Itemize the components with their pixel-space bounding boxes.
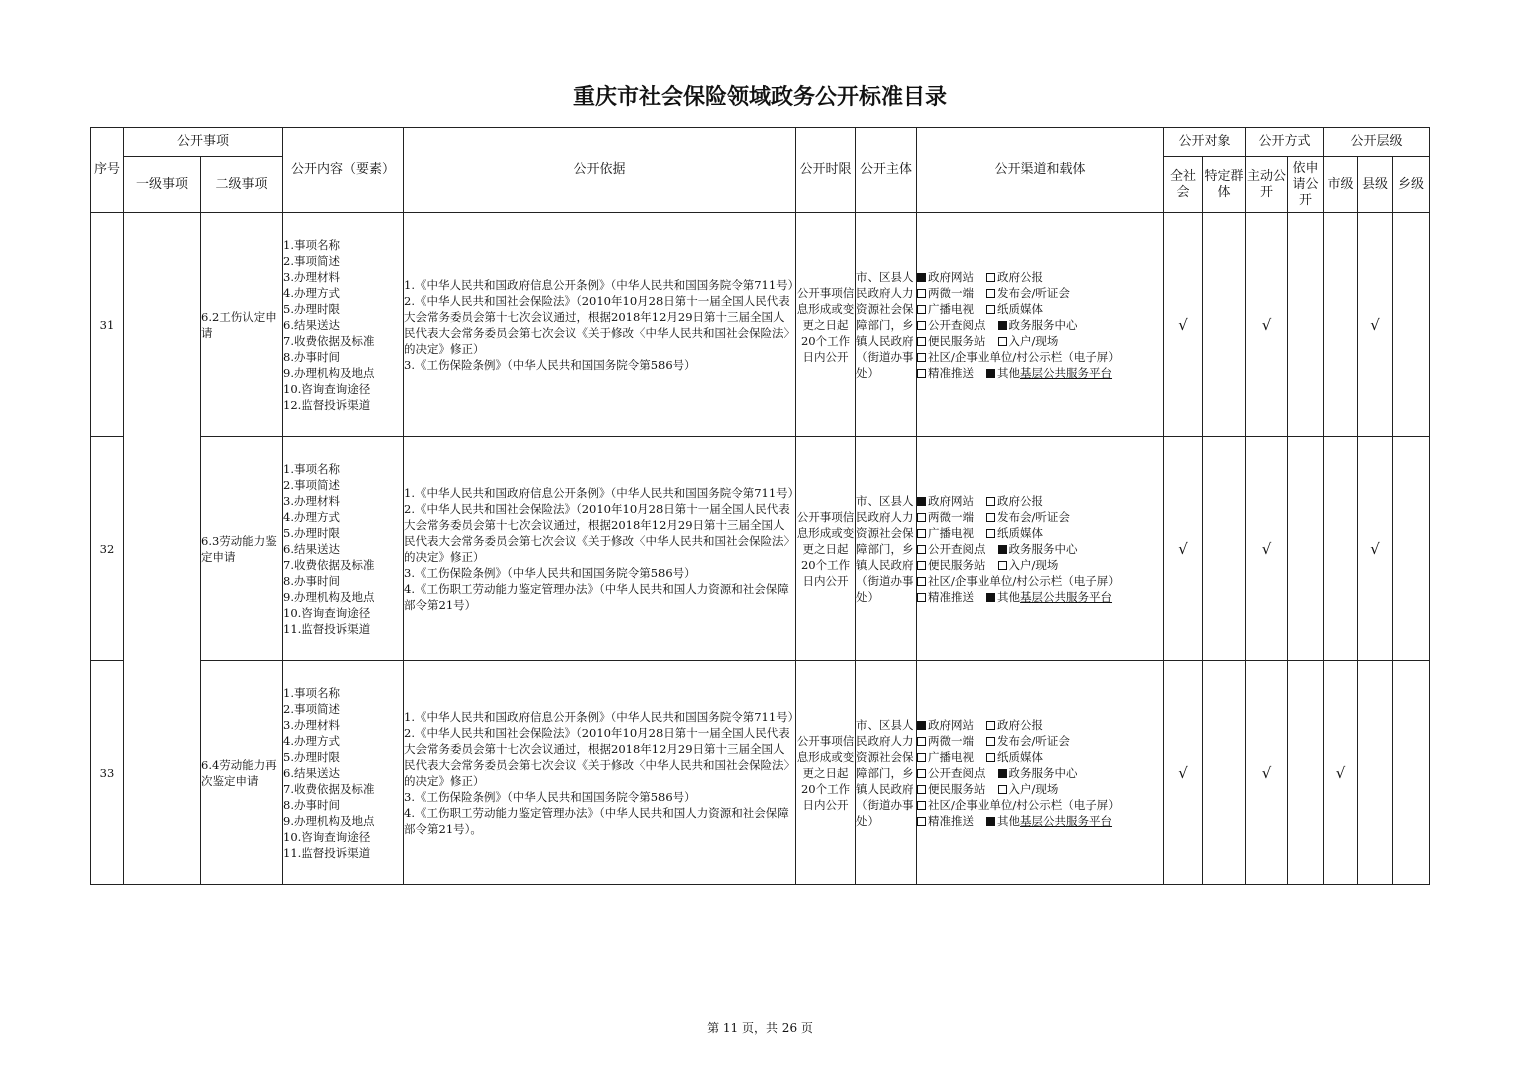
channel-option: 社区/企事业单位/村公示栏（电子屏） [928, 573, 1120, 588]
channel-option: 社区/企事业单位/村公示栏（电子屏） [928, 349, 1120, 364]
basis-item: 4.《工伤职工劳动能力鉴定管理办法》（中华人民共和国人力资源和社会保障部令第21号） [404, 581, 789, 612]
unchecked-box-icon [917, 577, 926, 586]
page-title: 重庆市社会保险领域政务公开标准目录 [572, 85, 947, 110]
channel-line [917, 765, 1163, 781]
channel-option: 发布会/听证会 [997, 733, 1070, 748]
header-level-city: 市级 [1324, 157, 1358, 213]
content-item: 11.监督投诉渠道 [283, 845, 371, 860]
channel-line [917, 557, 1163, 573]
row-time: 公开事项信息形成或变更之日起20个工作日内公开 [796, 213, 856, 437]
unchecked-box-icon [917, 529, 926, 538]
content-item: 3.办理材料 [283, 269, 340, 284]
content-item: 7.收费依据及标准 [283, 557, 375, 572]
row-subject: 市、区县人民政府人力资源社会保障部门，乡镇人民政府（街道办事处） [856, 213, 917, 437]
content-item: 12.监督投诉渠道 [283, 397, 371, 412]
channel-extra: 基层公共服务平台 [1020, 813, 1113, 828]
header-basis: 公开依据 [404, 128, 796, 213]
content-item: 8.办事时间 [283, 797, 340, 812]
row-content [283, 437, 404, 661]
check-town [1393, 437, 1430, 661]
header-level1: 一级事项 [124, 157, 201, 213]
channel-option: 入户/现场 [1008, 557, 1059, 572]
content-item: 1.事项名称 [283, 237, 340, 252]
unchecked-box-icon [986, 305, 995, 314]
content-item: 6.结果送达 [283, 541, 340, 556]
channel-line [917, 781, 1163, 797]
channel-option: 纸质媒体 [997, 301, 1044, 316]
unchecked-box-icon [917, 817, 926, 826]
channel-option: 政府公报 [997, 269, 1044, 284]
channel-line [917, 749, 1163, 765]
content-item: 8.办事时间 [283, 349, 340, 364]
unchecked-box-icon [986, 721, 995, 730]
channel-option: 两微一端 [928, 733, 975, 748]
channel-line [917, 285, 1163, 301]
checked-box-icon [998, 769, 1007, 778]
header-level-town: 乡级 [1393, 157, 1430, 213]
row-seq: 31 [91, 213, 124, 437]
check-county: √ [1358, 437, 1393, 661]
basis-item: 2.《中华人民共和国社会保险法》（2010年10月28日第十一届全国人民代表大会常务委员会第十七次会议通过，根据2018年12月29日第十三届全国人民代表大会常务委员会第七次会议《关于修改〈中华人民共和国社会保险法〉的决定》修正） [404, 501, 796, 564]
check-city [1324, 213, 1358, 437]
channel-line [917, 813, 1163, 829]
check-request [1288, 213, 1324, 437]
unchecked-box-icon [986, 753, 995, 762]
content-item: 2.事项简述 [283, 701, 340, 716]
content-item: 3.办理材料 [283, 493, 340, 508]
content-item: 10.咨询查询途径 [283, 381, 371, 396]
check-city: √ [1324, 661, 1358, 885]
content-item: 4.办理方式 [283, 509, 340, 524]
channel-line [917, 333, 1163, 349]
table-row [91, 661, 1430, 885]
content-item: 5.办理时限 [283, 301, 340, 316]
header-method-request: 依申请公开 [1288, 157, 1324, 213]
unchecked-box-icon [917, 801, 926, 810]
content-item: 4.办理方式 [283, 285, 340, 300]
header-target-all: 全社会 [1164, 157, 1203, 213]
channel-option: 两微一端 [928, 285, 975, 300]
row-level2: 6.4劳动能力再次鉴定申请 [201, 661, 283, 885]
row-basis [404, 213, 800, 437]
channel-option: 精准推送 [928, 365, 975, 380]
unchecked-box-icon [917, 561, 926, 570]
content-item: 5.办理时限 [283, 749, 340, 764]
channel-option: 政务服务中心 [1008, 317, 1078, 332]
catalog-table [90, 127, 1430, 885]
channel-option: 纸质媒体 [997, 749, 1044, 764]
channel-option: 入户/现场 [1008, 333, 1059, 348]
content-item: 7.收费依据及标准 [283, 781, 375, 796]
check-active: √ [1246, 213, 1288, 437]
channel-option: 其他 [997, 365, 1021, 380]
channel-option: 发布会/听证会 [997, 285, 1070, 300]
unchecked-box-icon [917, 737, 926, 746]
checked-box-icon [986, 369, 995, 378]
row-seq: 33 [91, 661, 124, 885]
channel-option: 纸质媒体 [997, 525, 1044, 540]
unchecked-box-icon [986, 273, 995, 282]
check-active: √ [1246, 661, 1288, 885]
channel-option: 广播电视 [928, 749, 975, 764]
row-seq: 32 [91, 437, 124, 661]
content-item: 2.事项简述 [283, 253, 340, 268]
unchecked-box-icon [917, 545, 926, 554]
channel-option: 便民服务站 [928, 333, 986, 348]
basis-item: 3.《工伤保险条例》（中华人民共和国国务院令第586号） [404, 565, 696, 580]
check-county [1358, 661, 1393, 885]
checked-box-icon [998, 545, 1007, 554]
channel-line [917, 525, 1163, 541]
content-item: 6.结果送达 [283, 317, 340, 332]
checked-box-icon [986, 817, 995, 826]
unchecked-box-icon [986, 529, 995, 538]
unchecked-box-icon [986, 497, 995, 506]
channel-option: 便民服务站 [928, 781, 986, 796]
check-active: √ [1246, 437, 1288, 661]
unchecked-box-icon [998, 785, 1007, 794]
basis-item: 1.《中华人民共和国政府信息公开条例》（中华人民共和国国务院令第711号） [404, 485, 800, 500]
check-town [1393, 661, 1430, 885]
content-item: 1.事项名称 [283, 685, 340, 700]
content-item: 6.结果送达 [283, 765, 340, 780]
channel-option: 广播电视 [928, 525, 975, 540]
channel-option: 其他 [997, 589, 1021, 604]
unchecked-box-icon [917, 513, 926, 522]
check-town [1393, 213, 1430, 437]
row-time: 公开事项信息形成或变更之日起20个工作日内公开 [796, 661, 856, 885]
unchecked-box-icon [986, 737, 995, 746]
unchecked-box-icon [917, 753, 926, 762]
channel-option: 精准推送 [928, 589, 975, 604]
channel-line [917, 349, 1163, 365]
channel-option: 两微一端 [928, 509, 975, 524]
channel-option: 广播电视 [928, 301, 975, 316]
unchecked-box-icon [917, 785, 926, 794]
check-specific [1203, 213, 1246, 437]
row-level2: 6.3劳动能力鉴定申请 [201, 437, 283, 661]
row-subject: 市、区县人民政府人力资源社会保障部门，乡镇人民政府（街道办事处） [856, 437, 917, 661]
unchecked-box-icon [917, 305, 926, 314]
channel-option: 精准推送 [928, 813, 975, 828]
checked-box-icon [917, 721, 926, 730]
unchecked-box-icon [917, 369, 926, 378]
basis-item: 2.《中华人民共和国社会保险法》（2010年10月28日第十一届全国人民代表大会常务委员会第十七次会议通过，根据2018年12月29日第十三届全国人民代表大会常务委员会第七次会议《关于修改〈中华人民共和国社会保险法〉的决定》修正） [404, 725, 796, 788]
channel-line [917, 493, 1163, 509]
row-subject: 市、区县人民政府人力资源社会保障部门，乡镇人民政府（街道办事处） [856, 661, 917, 885]
check-all: √ [1164, 213, 1203, 437]
level1-cell [124, 213, 201, 885]
checked-box-icon [917, 273, 926, 282]
header-target-specific: 特定群体 [1203, 157, 1246, 213]
check-all: √ [1164, 661, 1203, 885]
basis-item: 1.《中华人民共和国政府信息公开条例》（中华人民共和国国务院令第711号） [404, 709, 800, 724]
header-seq: 序号 [91, 128, 124, 213]
header-method: 公开方式 [1246, 128, 1324, 157]
content-item: 9.办理机构及地点 [283, 365, 375, 380]
content-item: 9.办理机构及地点 [283, 589, 375, 604]
channel-line [917, 509, 1163, 525]
channel-option: 政务服务中心 [1008, 765, 1078, 780]
header-level2: 二级事项 [201, 157, 283, 213]
content-item: 10.咨询查询途径 [283, 605, 371, 620]
channel-option: 公开查阅点 [928, 317, 986, 332]
header-items: 公开事项 [124, 128, 283, 157]
row-content [283, 661, 404, 885]
check-specific [1203, 661, 1246, 885]
unchecked-box-icon [917, 337, 926, 346]
channel-extra: 基层公共服务平台 [1020, 589, 1113, 604]
unchecked-box-icon [917, 289, 926, 298]
header-target: 公开对象 [1164, 128, 1246, 157]
header-subject: 公开主体 [856, 128, 917, 213]
unchecked-box-icon [917, 321, 926, 330]
row-basis [404, 661, 800, 885]
channel-option: 社区/企事业单位/村公示栏（电子屏） [928, 797, 1120, 812]
channel-option: 公开查阅点 [928, 765, 986, 780]
header-method-active: 主动公开 [1246, 157, 1288, 213]
channel-line [917, 301, 1163, 317]
channel-line [917, 365, 1163, 381]
check-county: √ [1358, 213, 1393, 437]
channel-option: 公开查阅点 [928, 541, 986, 556]
row-time: 公开事项信息形成或变更之日起20个工作日内公开 [796, 437, 856, 661]
content-item: 7.收费依据及标准 [283, 333, 375, 348]
channel-option: 发布会/听证会 [997, 509, 1070, 524]
content-item: 11.监督投诉渠道 [283, 621, 371, 636]
content-item: 2.事项简述 [283, 477, 340, 492]
content-item: 3.办理材料 [283, 717, 340, 732]
content-item: 8.办事时间 [283, 573, 340, 588]
channel-line [917, 541, 1163, 557]
basis-item: 1.《中华人民共和国政府信息公开条例》（中华人民共和国国务院令第711号） [404, 277, 800, 292]
content-item: 10.咨询查询途径 [283, 829, 371, 844]
channel-option: 其他 [997, 813, 1021, 828]
row-channels [917, 661, 1164, 885]
channel-option: 政府网站 [928, 717, 975, 732]
content-item: 5.办理时限 [283, 525, 340, 540]
channel-line [917, 589, 1163, 605]
row-basis [404, 437, 800, 661]
checked-box-icon [998, 321, 1007, 330]
channel-line [917, 269, 1163, 285]
table-row [91, 213, 1430, 437]
channel-option: 政务服务中心 [1008, 541, 1078, 556]
checked-box-icon [917, 497, 926, 506]
basis-item: 4.《工伤职工劳动能力鉴定管理办法》（中华人民共和国人力资源和社会保障部令第21号）。 [404, 805, 789, 836]
channel-line [917, 317, 1163, 333]
unchecked-box-icon [998, 337, 1007, 346]
channel-option: 入户/现场 [1008, 781, 1059, 796]
unchecked-box-icon [986, 513, 995, 522]
channel-line [917, 797, 1163, 813]
row-channels [917, 437, 1164, 661]
channel-extra: 基层公共服务平台 [1020, 365, 1113, 380]
check-request [1288, 661, 1324, 885]
basis-item: 3.《工伤保险条例》（中华人民共和国国务院令第586号） [404, 357, 696, 372]
table-row [91, 437, 1430, 661]
unchecked-box-icon [986, 289, 995, 298]
channel-line [917, 733, 1163, 749]
unchecked-box-icon [998, 561, 1007, 570]
channel-line [917, 717, 1163, 733]
header-content: 公开内容（要素） [283, 128, 404, 213]
unchecked-box-icon [917, 353, 926, 362]
page-footer: 第 11 页，共 26 页 [707, 1021, 813, 1035]
channel-line [917, 573, 1163, 589]
check-city [1324, 437, 1358, 661]
row-content [283, 213, 404, 437]
check-request [1288, 437, 1324, 661]
channel-option: 政府网站 [928, 269, 975, 284]
row-channels [917, 213, 1164, 437]
row-level2: 6.2工伤认定申请 [201, 213, 283, 437]
header-channel: 公开渠道和载体 [917, 128, 1164, 213]
header-level: 公开层级 [1324, 128, 1430, 157]
channel-option: 政府网站 [928, 493, 975, 508]
content-item: 9.办理机构及地点 [283, 813, 375, 828]
unchecked-box-icon [917, 769, 926, 778]
basis-item: 2.《中华人民共和国社会保险法》（2010年10月28日第十一届全国人民代表大会常务委员会第十七次会议通过，根据2018年12月29日第十三届全国人民代表大会常务委员会第七次会议《关于修改〈中华人民共和国社会保险法〉的决定》修正） [404, 293, 796, 356]
content-item: 4.办理方式 [283, 733, 340, 748]
channel-option: 政府公报 [997, 493, 1044, 508]
basis-item: 3.《工伤保险条例》（中华人民共和国国务院令第586号） [404, 789, 696, 804]
channel-option: 政府公报 [997, 717, 1044, 732]
header-level-county: 县级 [1358, 157, 1393, 213]
check-all: √ [1164, 437, 1203, 661]
content-item: 1.事项名称 [283, 461, 340, 476]
unchecked-box-icon [917, 593, 926, 602]
header-time: 公开时限 [796, 128, 856, 213]
check-specific [1203, 437, 1246, 661]
channel-option: 便民服务站 [928, 557, 986, 572]
checked-box-icon [986, 593, 995, 602]
